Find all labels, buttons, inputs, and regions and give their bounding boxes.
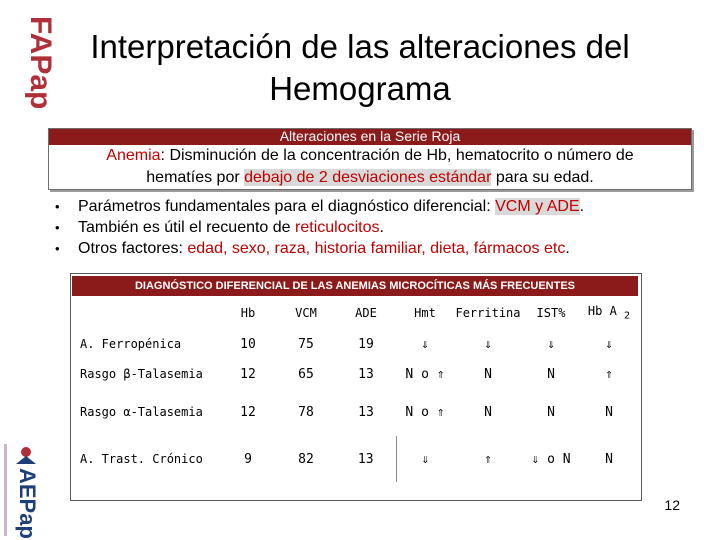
table-cell: ⇓ — [421, 451, 430, 467]
table-cell: N — [605, 404, 613, 420]
table-header-empty — [72, 298, 220, 328]
differential-table — [72, 298, 638, 482]
table-cell: N — [547, 366, 555, 382]
bullet-emphasis: VCM y ADE — [495, 198, 580, 215]
bullet-dot-icon: • — [55, 199, 60, 214]
bullet-suffix: . — [579, 198, 585, 215]
row-label: Rasgo α-Talasemia — [80, 405, 203, 419]
bullet-suffix: . — [565, 240, 570, 257]
table-cell: N — [547, 404, 555, 420]
row-label: A. Trast. Crónico — [80, 452, 203, 466]
table-cell: N o ⇑ — [405, 366, 445, 382]
table-row — [72, 328, 638, 360]
serie-roja-header: Alteraciones en la Serie Roja — [279, 128, 461, 144]
table-header-cell: VCM — [295, 306, 317, 320]
anemia-def-part3: para su edad. — [491, 169, 594, 186]
differential-table-title: DIAGNÓSTICO DIFERENCIAL DE LAS ANEMIAS MICROCÍTICAS MÁS FRECUENTES — [134, 280, 576, 292]
fapap-logo-text: FAPap — [24, 16, 57, 110]
bullet-emphasis: edad, sexo, raza, historia familiar, dieta, fármacos etc — [187, 240, 566, 257]
bullet-emphasis: reticulocitos — [295, 219, 380, 236]
table-cell: ⇑ — [605, 366, 613, 382]
aepap-logo-text: AEPap — [15, 468, 40, 539]
bullet-list — [48, 196, 698, 259]
bullet-text: Parámetros fundamentales para el diagnóstico diferencial: — [78, 198, 496, 215]
table-row — [72, 388, 638, 436]
differential-table-header-bar — [72, 276, 638, 296]
anemia-def-highlight: debajo de 2 desviaciones estándar — [244, 169, 492, 186]
row-label: Rasgo β-Talasemia — [80, 367, 203, 381]
table-cell: N o ⇑ — [405, 404, 445, 420]
table-cell: ⇑ — [484, 451, 492, 467]
bullet-text: Otros factores: — [78, 240, 188, 257]
table-cell: ⇓ — [605, 336, 613, 352]
table-header-cell: Ferritina — [455, 306, 521, 320]
table-cell: 9 — [244, 451, 252, 467]
table-header-cell: Hb — [240, 306, 256, 320]
bullet-item — [48, 217, 698, 238]
table-cell: 12 — [240, 366, 256, 382]
fapap-logo — [4, 14, 57, 110]
anemia-definition — [49, 145, 691, 189]
table-cell: 13 — [336, 436, 396, 482]
anemia-def-part1: : Disminución de la concentración de Hb, hematocrito o número de — [160, 147, 634, 164]
table-header-row — [72, 298, 638, 328]
table-cell: 13 — [358, 404, 374, 420]
bullet-item — [48, 238, 698, 259]
table-cell: 78 — [298, 404, 314, 420]
anemia-def-part2: hematíes por — [146, 169, 245, 186]
table-cell: ⇓ o N — [531, 451, 571, 467]
anemia-term: Anemia — [106, 147, 161, 164]
bullet-suffix: . — [379, 219, 384, 236]
serie-roja-header-bar — [49, 129, 691, 145]
table-cell: 19 — [358, 336, 374, 352]
bullet-text: También es útil el recuento de — [78, 219, 296, 236]
serie-roja-box — [48, 128, 692, 190]
slide-title-line1: Interpretación de las alteraciones del — [90, 28, 630, 65]
slide-title — [60, 26, 660, 110]
aepap-logo — [0, 440, 40, 540]
row-label: A. Ferropénica — [80, 337, 182, 351]
table-row — [72, 436, 638, 482]
table-cell: 75 — [298, 336, 314, 352]
page-number: 12 — [664, 497, 680, 513]
table-header-cell-hba2 — [580, 298, 638, 328]
table-cell: N — [484, 404, 492, 420]
table-header-cell: ADE — [355, 306, 377, 320]
bullet-item — [48, 196, 698, 217]
hba-subscript: 2 — [624, 310, 631, 322]
table-cell: N — [484, 366, 492, 382]
table-cell: 13 — [358, 366, 374, 382]
table-cell: ⇓ — [421, 336, 429, 352]
table-cell: 12 — [240, 404, 256, 420]
table-cell: 82 — [298, 451, 314, 467]
table-cell: 65 — [298, 366, 314, 382]
bullet-dot-icon: • — [55, 241, 60, 256]
table-row — [72, 360, 638, 388]
table-cell: ⇓ — [547, 336, 555, 352]
hba-label: Hb A — [587, 304, 617, 319]
slide-title-line2: Hemograma — [269, 70, 451, 107]
table-cell: ⇓ — [484, 336, 492, 352]
table-cell: 10 — [240, 336, 256, 352]
table-cell: N — [605, 451, 613, 467]
bullet-dot-icon: • — [55, 220, 60, 235]
table-header-cell: Hmt — [414, 306, 436, 320]
table-header-cell: IST% — [536, 306, 566, 320]
